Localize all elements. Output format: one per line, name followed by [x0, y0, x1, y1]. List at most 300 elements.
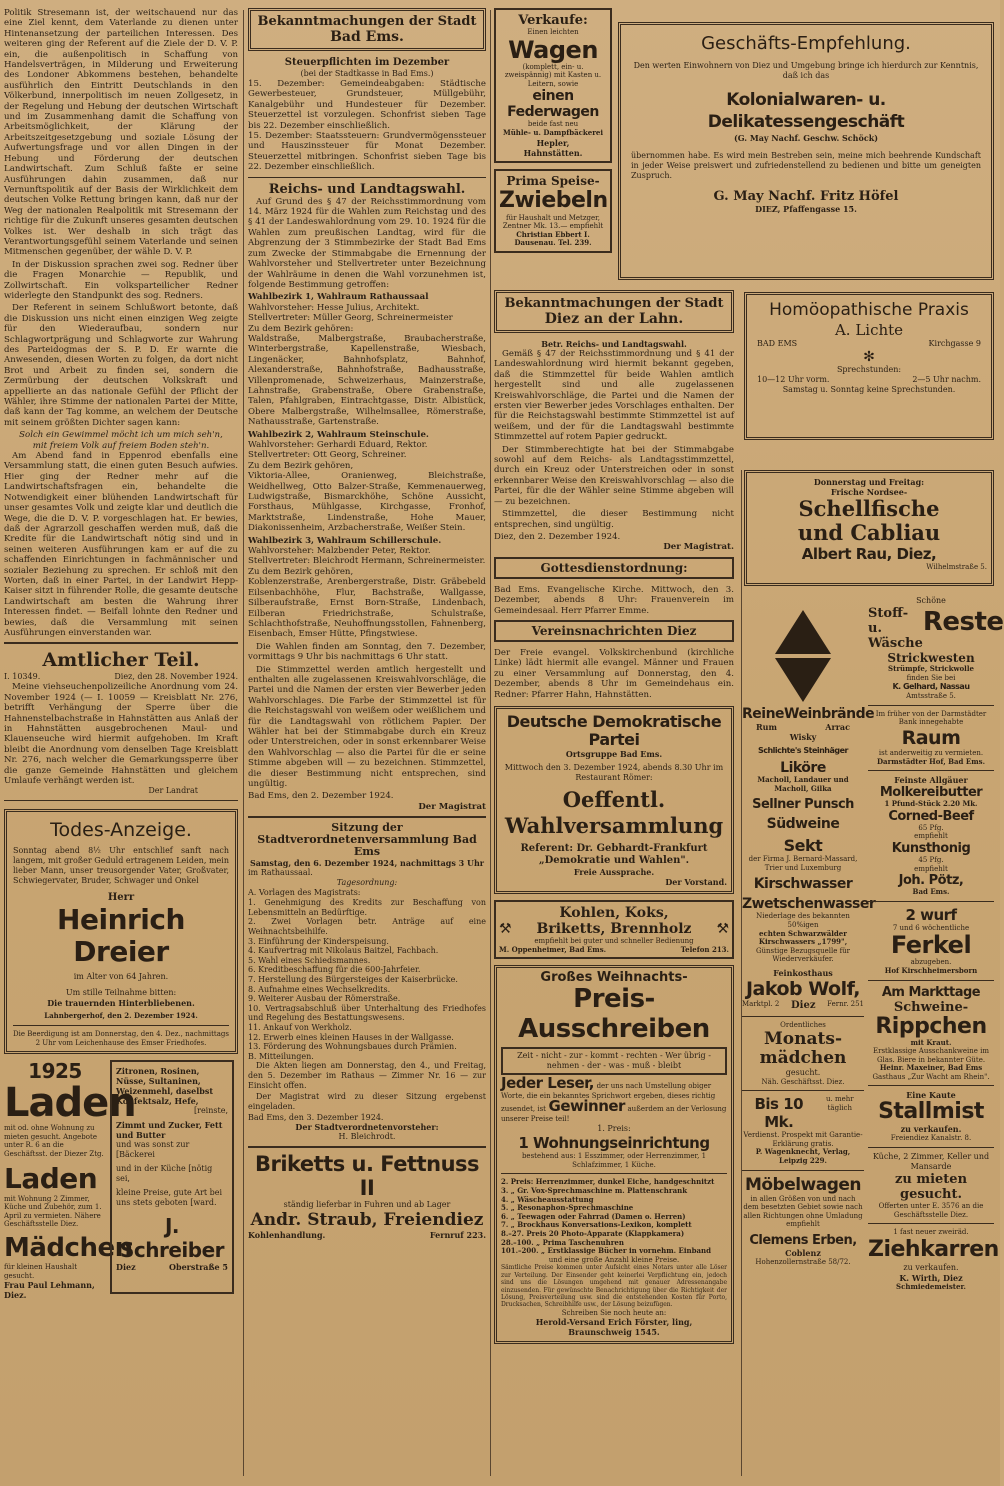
gottesdienst-title: Gottesdienstordnung: [494, 557, 734, 579]
bottom-ads [4, 1060, 238, 1300]
fisch-ad [744, 470, 994, 588]
sitzung-list [248, 898, 486, 1142]
column-rule [490, 10, 491, 1476]
homo-street: Kirchgasse 9 [928, 339, 981, 348]
amtlich-sign: Der Landrat [148, 786, 198, 796]
wisky: Wisky [789, 732, 817, 742]
strick: Strickwesten [887, 651, 975, 665]
suedweine: Südweine [766, 816, 840, 833]
preis-list-item: 101.–200. „ Erstklassige Bücher in vornehm. Einband [501, 1246, 712, 1256]
kunsthonig: Kunsthonig [891, 840, 971, 856]
column-2 [248, 8, 486, 1480]
sellner: Sellner Punsch [752, 797, 854, 813]
stoff-row [868, 606, 1004, 651]
kaute: Eine Kaute [906, 1090, 956, 1101]
homo-time3: Samstag u. Sonntag keine Sprechstunden. [782, 385, 956, 394]
molkereibutter: Molkereibutter [879, 785, 983, 801]
bezirk-streets: Koblenzerstraße, Arenbergerstraße, Distr. Gräbebeld Eilsenbachhöhe, Flur, Bachstraße, Wallgasse, Silberaufstraße, Ernst Born-Straße, Lindenbach, Eilberan Friedrichstraße, Schulstraße, Schlachthofstraße, Neuhoffnungsstollen, Fahnenberg, Eisenbach, Emser Hütte, Pfingstwiese. [248, 577, 486, 640]
offerten: Offerten unter E. 3576 an die Geschäftsstelle Diez. [878, 1202, 984, 1219]
gesch-box [618, 22, 994, 280]
article-paragraph: Der Referent in seinem Schlußwort betonte, daß die Diskussion uns nicht einen einzigen Weg zeigte für den Wiederaufbau, sondern nur Schlagwortprägung und Schlagworte zur Wahrung des Parteidogmas der S. P. D. Er warnte die Anwesenden, diesen Worten zu folgen, da dort nicht Brot und Arbeit zu finden sei, sondern die Zermürbung der deutschen Volkskraft und appellierte an das nationale Gefühl der Pflicht der Wähler, ihre Stimme der nationalen Partei der Mitte, daß kann der Tag komme, an welchem der Deutsche mit seinem größten Dichter sagen kann: [4, 303, 238, 428]
sitzung-item: 9. Weiterer Ausbau der Römerstraße. [248, 994, 401, 1004]
verkauf: zu verkaufen. [900, 1124, 962, 1135]
briketts-tel: Fernruf 223. [429, 1230, 486, 1241]
diez-text: Gemäß § 47 der Reichsstimmordnung und § 41 der Landeswahlordnung wird hiermit bekannt gegeben, daß die Stimmzettel für beide Wahlen amtlich hergestellt sind und alle zugelassenen Kreiswahlvorschläge, die Partei und die Namen der ersten vier Bewerber jedes Vorschlages enthalten. Der für die Reichstagswahl bestimmte Stimmzettel ist auf weißem, und der für die Landtagswahl bestimmte Stimmzettel auf rotem Papier gedruckt. [494, 349, 734, 443]
kirschwasser: Kirschwasser [753, 876, 853, 893]
homo-times [757, 375, 981, 385]
weinbrand: ReineWeinbrände [742, 706, 875, 722]
preis-leser-label: Jeder Leser, [501, 1074, 595, 1093]
steuer-title: Steuerpflichten im Dezember [284, 57, 450, 68]
kueche: Küche, 2 Zimmer, Keller und Mansarde [872, 1152, 990, 1172]
zwiebeln-place: Dausenau. Tel. 239. [514, 238, 592, 248]
crossed-hammers-icon: ⚒ [716, 920, 729, 937]
poem-line: Solch ein Gewimmel möcht ich um mich seh'n, [19, 430, 223, 441]
bezirk-streets: Waldstraße, Malbergstraße, Braubacherstraße, Winterbergstraße, Kapellenstraße, Wiesbach, Lingenäcker, Bahnhofsplatz, Bahnhof, Alexanderstraße, Bahnhofstraße, Badhausstraße, Villenpromenade, Schweizerhaus, Mainzerstraße, Lahnstraße, Grabenstraße, Obere Grabenstraße, Talen, Pfahlgraben, Eintrachtgasse, Distr. Albistück, Obere Malbergstraße, Wilhelmsallee, Römerstraße, Nathausstraße, Gartenstraße. [248, 333, 486, 428]
bezirk-streets: Viktoria-Allee, Oranienweg, Bleichstraße, Weidhellweg, Otto Balzer-Straße, Kemmenauerweg, Ludwigstraße, Bismarckhöhe, Schöne Aussicht, Forsthaus, Mühlgasse, Kirchgasse, Fronhof, Marktstraße, Lindenstraße, Hohe Mauer, Diakonissenheim, Arzbacherstraße, Weißer Stein. [248, 471, 486, 534]
todes-name: Heinrich Dreier [57, 903, 185, 969]
fisch-t1: Donnerstag und Freitag: [813, 477, 925, 487]
maedchen-sub: für kleinen Haushalt gesucht. [4, 1262, 78, 1280]
preisausschreiben-ad [494, 965, 734, 1344]
bek-diez-heading [494, 290, 734, 333]
amtlich-ref-row [4, 672, 238, 682]
gesch-title: Geschäfts-Empfehlung. [701, 33, 911, 54]
ddp-sign: Der Vorstand. [665, 876, 727, 887]
sitzung-item: 8. Aufnahme eines Wechselkredits. [248, 984, 391, 994]
todes-anzeige [4, 809, 238, 1054]
ausschank: Erstklassige Ausschankweine im Glas. Biere in bekannter Güte. [872, 1047, 989, 1064]
schweine: Schweine- [893, 999, 969, 1015]
todes-age: im Alter von 64 Jahren. [73, 972, 169, 982]
homo-time1: 10—12 Uhr vorm. [757, 375, 830, 384]
briketts-title: Briketts u. Fettnuss II [254, 1152, 480, 1201]
ddp-big: Oeffentl. Wahlversammlung [504, 786, 724, 838]
ddp-text: Mittwoch den 3. Dezember 1924, abends 8.30 Uhr im Restaurant Römer: [504, 762, 724, 782]
bis10: Bis 10 Mk. [754, 1095, 804, 1132]
kohlen-ad [494, 900, 734, 959]
wurf: 2 wurf [905, 905, 957, 924]
fisch-name: Albert Rau, Diez, [801, 545, 937, 563]
laden-title: Laden [4, 1080, 136, 1127]
schmiede: Schmiedemeister. [896, 1281, 966, 1291]
sitzung-item: 13. Förderung des Wohnungsbaues durch Prämien. [248, 1042, 457, 1052]
briketts-footer [248, 1230, 486, 1240]
preis-list-item: 6. „ Teewagen oder Fahrrad (Damen o. Herren) [501, 1211, 686, 1221]
ddp-free: Freie Aussprache. [573, 866, 655, 877]
sitzung-item: 4. Kaufvertrag mit Nikolaus Baitzel, Fachbach. [248, 946, 439, 956]
verein-title: Vereinsnachrichten Diez [494, 620, 734, 642]
zwiebeln-name: Christian Ebbert I. [516, 229, 590, 239]
verdienst: Verdienst. Prospekt mit Garantie-Erklärung gratis. [743, 1131, 863, 1148]
schreiber-items: Zitronen, Rosinen, Nüsse, Sultaninen, Weizenmehl, daselbst Konfektsalz, Hefe, [116, 1066, 214, 1107]
sitzung-datum: Bad Ems, den 3. Dezember 1924. [248, 1113, 384, 1123]
zwiebeln-desc: für Haushalt und Metzger, Zentner Mk. 13.— empfiehlt [502, 213, 604, 231]
sitzung-item: 10. Vertragsabschluß über Unterhaltung des Friedhofes und Regelung des Bestattungswesens. [248, 1003, 486, 1023]
wolf-addr [742, 1000, 864, 1012]
homo-address [757, 339, 981, 349]
preis-big: Preis-Ausschreiben [518, 984, 710, 1045]
diez-text: Stimmzettel, die dieser Bestimmung nicht entsprechen, sind ungültig. [494, 509, 734, 530]
stellvertreter: Stellvertreter: Bleichrodt Hermann, Schreinermeister. [248, 556, 486, 567]
zwiebeln-ad [494, 169, 612, 253]
fisch-box [744, 470, 994, 586]
steuer-sub: (bei der Stadtkasse in Bad Ems.) [300, 69, 434, 78]
wagenknecht: P. Wagenknecht, Verlag, Leipzig 229. [755, 1147, 851, 1165]
briketts-kohle: Kohlenhandlung. [248, 1230, 326, 1241]
preis-list-item: 5. „ Resonaphon-Sprechmaschine [501, 1203, 634, 1213]
sitzung-sign-name: H. Bleichrodt. [338, 1132, 396, 1142]
bezirk-gehoeren: Zu dem Bezirk gehören, [248, 460, 354, 471]
strumpfe: Strümpfe, Strickwolle [888, 664, 974, 673]
preis-list [501, 1178, 727, 1255]
wirth: K. Wirth, Diez [899, 1272, 963, 1283]
verkaufe-sub: Einen leichten [527, 28, 579, 36]
ddp-ref: Referent: Dr. Gebhardt-Frankfurt [520, 842, 708, 854]
wolf-name: Jakob Wolf, [745, 977, 861, 1000]
fisch-big1: Schellfische [798, 496, 940, 521]
laden-sub2: mit Wohnung 2 Zimmer, Küche und Zubehör, zum 1. April zu vermieten. Nähere Geschäftsstelle Diez. [4, 1194, 102, 1229]
preis-list-item: 7. „ Brockhaus Konversations-Lexikon, komplett [501, 1220, 692, 1230]
kohlen-title-row [499, 921, 729, 937]
laden-sub: mit od. ohne Wohnung zu mieten gesucht. Angebote unter R. 6 an die Geschäftsst. der Diezer Ztg. [4, 1124, 104, 1158]
verkaufe-firm: Mühle- u. Dampfbäckerei [502, 127, 604, 137]
amtlich-text: Meine viehseuchenpolizeiliche Anordnung vom 24. November 1924 (— I. 10059 — Kreisblatt Nr. 276, betrifft Verhängung der Sperre über die Hahnenstelbachstraße in Hahnstätten aus Anlaß der in Hahnstätten ausgebrochenen Maul- und Klauenseuche wird hiermit aufgehoben. Im Kraft bleibt die Anordnung vom denselben Tage Kreisblatt Nr. 276, nach welcher die Gemarkungssperre über die ganze Gemeinde Hahnstätten und gleichem Umlaufe verhängt werden ist. [4, 682, 238, 787]
laden-title2: Laden [4, 1161, 98, 1195]
schreiber-items: und was sonst zur [Bäckerei [116, 1140, 190, 1160]
wolf-fernr: Fernr. 251 [827, 999, 864, 1008]
abzugeben: abzugeben. [910, 958, 952, 967]
amts: Amtsstraße 5. [906, 692, 956, 701]
ordentl: Ordentliches [780, 1020, 826, 1029]
briketts-name: Andr. Straub, Freiendiez [250, 1210, 484, 1231]
kohlen-tel: Telefon 213. [680, 944, 729, 954]
gesch-empfehlung-ad [618, 22, 994, 286]
wahlvorsteher: Wahlvorsteher: Malzbender Peter, Rektor. [248, 546, 431, 557]
sitzung-title: Sitzung der Stadtverordnetenversammlung Bad Ems [257, 821, 477, 859]
wahl-paragraph: Die Stimmzettel werden amtlich hergestellt und enthalten alle zugelassenen Kreiswahlvorschläge, die Partei und die Namen der ersten vier Bewerber jeden Wahlvorschlages. Die Farbe der Stimmzettel ist für die Reichstagswahl von weißem oder weißlichem und für die Landtagswahl von rötlichem Papier. Der Wähler hat bei der Stimmabgabe durch ein Kreuz oder Unterstreichen, oder in sonst erkennbarer Weise den Wahlvorschlag — also die Partei für die er seine Stimme abgeben will — zu bezeichnen. Stimmzettel, die dieser Bestimmung nicht entsprechen, sind ungültig. [248, 664, 486, 789]
todes-funeral: Die Beerdigung ist am Donnerstag, den 4. Dez., nachmittags 2 Uhr vom Leichenhause des Emser Friedhofes. [13, 1030, 229, 1047]
koblenz: Coblenz [785, 1247, 821, 1258]
sitzung-item: 12. Erwerb eines kleinen Hauses in der Wallgasse. [248, 1032, 454, 1042]
ferkel: Ferkel [890, 931, 972, 960]
wahl-sign: Der Magistrat [418, 801, 486, 812]
kohlen-title: Kohlen, Koks, [559, 904, 669, 921]
wahlbezirk-3: Wahlbezirk 3, Wahlraum Schillerschule. [248, 535, 442, 546]
homo-box [744, 292, 994, 440]
sitzung-item: 7. Herstellung des Bürgersteiges der Kaiserbrücke. [248, 974, 458, 984]
ddp-topic: „Demokratie und Wahlen". [538, 854, 690, 866]
gesch-addr: DIEZ, Pfaffengasse 15. [755, 204, 857, 214]
zieh-verkauf: zu verkaufen. [903, 1262, 959, 1272]
todes-title: Todes-Anzeige. [50, 819, 192, 842]
preis-list-item: 28.–100. „ Prima Taschenuhren [501, 1237, 624, 1247]
sekt-text: der Firma J. Bernard-Massard, Trier und Luxemburg [748, 855, 858, 872]
preis-small: Sämtliche Preise kommen unter Aufsicht eines Notars unter alle Löser zur Verteilung. Der Einsender geht keinerlei Verpflichtung ein, jedoch sind uns die Lösungen umgehend mit genauer Adressenangabe einzusenden. Für gewünschte Benachrichtigung über die Richtigkeit der Lösung, Preisverteilung usw. sind die entstehenden Kosten für Porto, Drucksachen, Schreibhilfe usw., der Lösung beizufügen. [501, 1264, 727, 1309]
preis-send: Schreiben Sie noch heute an: [561, 1308, 667, 1317]
verkaufe-feder: einen Federwagen [507, 88, 599, 121]
verein-text: Der Freie evangel. Volkskirchenbund (kirchliche Linke) lädt hiermit alle evangel. Männer und Frauen zu einer Versammlung auf Donnerstag, den 4. Dezember, abends 8 Uhr im Gemeindehaus ein. Redner: Pfarrer Hahn, Hahnstätten. [494, 647, 734, 700]
briketts-sub: ständig lieferbar in Fuhren und ab Lager [283, 1200, 451, 1210]
preis-wohnung: 1 Wohnungseinrichtung [518, 1134, 710, 1153]
article-paragraph: In der Diskussion sprachen zwei sog. Redner über die Fragen Monarchie — Republik, und Zollwirtschaft. Ein volksparteilicher Redner widerlegte den Standpunkt des sog. Redners. [4, 259, 238, 301]
schreiber-items: und in der Küche [nötig sei, [116, 1164, 213, 1184]
article [4, 8, 238, 638]
todes-place: Lahnbergerhof, den 2. Dezember 1924. [44, 1011, 198, 1021]
guenstig: Günstige Bezugsquelle für Wiederverkäufer. [755, 946, 851, 964]
todes-text: Sonntag abend 8½ Uhr entschlief sanft nach langem, mit großer Geduld ertragenem Leiden, mein lieber Mann, unser treusorgender Vater, Großvater, Schwiegervater, Bruder, Schwager und Onkel [13, 846, 229, 886]
homo-city: BAD EMS [757, 339, 798, 348]
freiendiez: Freiendiez Kanalstr. 8. [890, 1134, 972, 1143]
preis-leser-text: der uns nach Umstellung obiger Worte, die ein bekanntes Sprichwort ergeben, dieses richtig zusendet, ist [501, 1082, 716, 1114]
ddp-ad [494, 706, 734, 894]
wahlbezirk-2: Wahlbezirk 2, Wahlraum Steinschule. [248, 429, 429, 440]
corned-beef: Corned-Beef [888, 808, 974, 824]
zu-mieten: zu mieten [894, 1172, 968, 1188]
preis-leser [501, 1074, 727, 1124]
steuer-item: 15. Dezember: Staatssteuern: Grundvermögenssteuer und Hauszinssteuer für Monat Dezember. Steuerzettel mitbringen. Schonfrist sieben Tage bis 22. Dezember einschließlich. [248, 131, 486, 173]
ddp-sub: Ortsgruppe Bad Ems. [565, 748, 663, 759]
zwetschenwasser: Zwetschenwasser [742, 896, 876, 913]
article-paragraph: Politik Stresemann ist, der weitschauend nur das eine Ziel kennt, dem Vaterlande zu dienen unter Hintenansetzung der parteilichen Interessen. Des weiteren ging der Referent auf die Ziele der D. V. P. ein, die außenpolitisch in Schaffung von Handelsverträgen, in Milderung und Erweiterung des Londoner Abkommens bestehen, behandelte ausführlich den Eintritt Deutschlands in den Völkerbund, innerpolitisch im neuen Zollgesetz, in der Regelung und Hebung der deutschen Wirtschaft und im Zusammenhang damit die Schaffung von Arbeitsmöglichkeit, der Klärung der Arbeitszeitgesetzgebung und soziale Lösung der Aufwertungsfrage und vor allen Dingen in der Hebung und Förderung der deutschen Landwirtschaft. Zum Schluß faßte er seine Ausführungen dahin zusammen, daß nur Vernunftspolitik auf der Basis der Wirklichkeit dem deutschen Volke Rettung bringen kann, daß nur der Weg der nationalen Realpolitik mit Stresemann der richtige für die Zukunft unseres gesamten deutschen Volkes ist. Wer deshalb in sich trägt das Verantwortungsgefühl seinem Vaterlande und seinen Mitmenschen gegenüber, der wähle D. V. P. [4, 8, 238, 258]
todes-request2: Die trauernden Hinterbliebenen. [47, 998, 195, 1009]
verkaufe-name: Hepler, [536, 137, 570, 148]
preis-firm: Herold-Versand Erich Förster, ling, [535, 1317, 693, 1328]
amtlich-date: Diez, den 28. November 1924. [114, 672, 238, 682]
preis-title: Großes Weihnachts- [540, 970, 688, 986]
schreiber-street: Oberstraße 5 [169, 1262, 228, 1273]
bek-ems-heading [248, 8, 486, 51]
ddp-title: Deutsche Demokratische Partei [506, 711, 722, 749]
feinkost: Feinkosthaus [773, 967, 833, 978]
verkaufe-title: Verkaufe: [518, 13, 588, 28]
col5 [868, 596, 1004, 1476]
empfiehlt2: empfiehlt [914, 864, 948, 873]
article-paragraph: Am Abend fand in Eppenrod ebenfalls eine Versammlung statt, die einen guten Besuch aufwies. Hier ging der Redner mehr auf die Landwirtschaftsfragen ein, behandelte die Notwendigkeit einer blühenden Landwirtschaft für unser gesamtes Volk und zeigte klar und deutlich die Wege, die die D. V. P. vorgeschlagen hat. Er bewies, daß der Agrarzoll geschaffen werden muß, daß die Kredite für die Landwirtschaft nötig sind und in seinen weiteren Ausführungen kam er auf die zu schaffenden Einrichtungen in fachmännischer und sozialer Beziehung zu sprechen. Er schloß mit den Worten, daß in einer Partei, in der Landwirt Hepp-Kaiser sitzt in führender Rolle, die gesamte deutsche Landwirtschaft am besten die Wahrung ihrer Interessen findet. — Beifall lohnte den Redner und bewies, daß die Versammlung mit seinen Ausführungen einverstanden war. [4, 451, 238, 638]
kohlen-footer [499, 946, 729, 955]
bek-diez-title: Bekanntmachungen der Stadt [504, 296, 724, 311]
wahl-paragraph: Die Wahlen finden am Sonntag, den 7. Dezember, vormittags 9 Uhr bis nachmittags 6 Uhr statt. [248, 641, 486, 663]
sitzung-item: 11. Ankauf von Werkholz. [248, 1022, 352, 1032]
raum-text: ist anderweitig zu vermieten. [878, 748, 984, 757]
niederlage: Niederlage des bekannten 50%igen [756, 912, 850, 929]
gesucht2: gesucht. [899, 1187, 963, 1203]
gesch-prev: (G. May Nachf. Geschw. Schöck) [733, 133, 879, 143]
monats: Monats- [763, 1028, 842, 1049]
schreiber-items: kleine Preise, gute Art bei uns stets geboten [ward. [116, 1188, 223, 1208]
fisch-t2: Frische Nordsee- [830, 487, 908, 497]
hof-kirsch: Hof Kirschheimersborn [884, 965, 978, 975]
preis-list-item: 2. Preis: Herrenzimmer, dunkel Eiche, handgeschnitzt [501, 1177, 715, 1187]
verkaufe-ad [494, 8, 612, 163]
wahl-title: Reichs- und Landtagswahl. [268, 181, 466, 197]
bek-ems-title2: Bad Ems. [330, 29, 404, 45]
verkaufe-wagen: Wagen [508, 35, 598, 64]
bek-ems-title: Bekanntmachungen der Stadt [257, 14, 477, 29]
maedchen-contact: Frau Paul Lehmann, Diez. [4, 1280, 95, 1301]
markttage: Am Markttage [881, 984, 981, 1000]
preis-city: Braunschweig 1545. [568, 1327, 660, 1338]
hohenzollern: Hohenzollernstraße 58/72. [755, 1257, 851, 1266]
homo-name: A. Lichte [834, 321, 904, 339]
preis-gewinner: Gewinner [548, 1097, 625, 1116]
diez-text: Der Stimmberechtigte hat bei der Stimmabgabe sowohl auf dem Reichs- als Landtagsstimmzettel, durch ein Kreuz oder Unterstreichen oder in sonst erkennbarer Weise den Kreiswahlvorschlag — also die Partei, für die der Wähler seine Stimme abgeben will — zu bezeichnen. [494, 444, 734, 507]
verkaufe-place: Hahnstätten. [523, 147, 583, 158]
poem-line: mit freiem Volk auf freiem Boden steh'n. [32, 440, 210, 451]
sitzung-text: Der Magistrat wird zu dieser Sitzung ergebenst eingeladen. [248, 1092, 486, 1111]
star-icon: ✻ [863, 349, 875, 365]
zwiebeln-big: Zwiebeln [499, 187, 608, 213]
raum: Raum [901, 726, 961, 749]
frueher: Im früher von der Darmstädter Bank innegehabte [875, 709, 987, 727]
stallmist: Stallmist [878, 1099, 984, 1125]
wahl-date: Bad Ems, den 2. Dezember 1924. [248, 791, 394, 802]
gesucht: gesucht. [785, 1067, 821, 1077]
diez-sign: Der Magistrat. [663, 542, 734, 553]
likoere: Liköre [780, 760, 826, 776]
laden-year: 1925 [28, 1059, 82, 1084]
bezirk-gehoeren: Zu dem Bezirk gehören, [248, 566, 354, 577]
schreiber-name: J. Schreiber [119, 1214, 225, 1263]
fisch-addr: Wilhelmstraße 5. [926, 563, 987, 571]
gesch-text: Den werten Einwohnern von Diez und Umgebung bringe ich hierdurch zur Kenntnis, daß ich das [633, 61, 979, 80]
maedchen-title: Mädchen [4, 1232, 133, 1263]
tagesordnung: Tagesordnung: [336, 878, 398, 888]
column-3-main [494, 290, 734, 1476]
schoene: Schöne [916, 596, 946, 605]
verkaufe-desc2: beide fast neu [527, 120, 579, 129]
column-1 [4, 8, 238, 1480]
gebhard: K. Gelhard, Nassau [892, 682, 970, 692]
schreiber-items: [reinste, [194, 1106, 228, 1116]
preis-1: 1. Preis: [597, 1124, 631, 1134]
poetz-place: Bad Ems. [912, 887, 950, 897]
crossed-hammers-icon: ⚒ [499, 920, 512, 937]
steuer-item: 15. Dezember: Gemeindeabgaben: Städtische Gewerbesteuer, Grundsteuer, Müllgebühr, Kanalgebühr und Hundesteuer für Dezember. Steuerzettel ist vorzulegen. Schonfrist sieben Tage bis 22. Dezember einschließlich. [248, 79, 486, 131]
pfund: 1 Pfund-Stück 2.20 Mk. [884, 799, 978, 809]
rippchen: Rippchen [875, 1013, 987, 1039]
sitzung-item: 6. Kreditbeschaffung für die 600-Jahrfeier. [248, 965, 421, 975]
rum-row [742, 722, 864, 732]
schreiber-place: Diez [116, 1262, 136, 1273]
echten: echten Schwarzwälder Kirschwassers „1799", [758, 928, 848, 947]
bis10b: u. mehr täglich [826, 1095, 854, 1112]
naeh: Näh. Geschäftsst. Diez. [761, 1077, 845, 1086]
preis-more: und eine große Anzahl kleine Preise. [548, 1255, 680, 1264]
preis-list-item: 4. „ Wäscheausstattung [501, 1194, 594, 1204]
arrac: Arrac [825, 722, 850, 732]
kraut: mit Kraut. [910, 1037, 952, 1047]
diez-betr: Betr. Reichs- und Landtagswahl. [541, 339, 687, 349]
sekt: Sekt [783, 836, 823, 856]
kohlen-title2: Briketts, Brennholz [536, 920, 692, 937]
stellvertreter: Stellvertreter: Ott Georg, Schreiner. [248, 450, 407, 461]
corned-price: 65 Pfg. [918, 823, 944, 832]
maedchen: mädchen [759, 1047, 847, 1068]
column-rule [243, 10, 244, 1476]
wahlbezirk-1: Wahlbezirk 1, Wahlraum Rathaussaal [248, 292, 429, 303]
ziehkarren: Ziehkarren [868, 1236, 999, 1262]
reste: Reste [922, 607, 1004, 637]
moebel-text: in allen Größen von und nach dem besetzten Gebiet sowie nach allen Richtungen ohne Umladung empfiehlt [743, 1194, 863, 1229]
moebelwagen: Möbelwagen [744, 1174, 862, 1195]
gasthaus: Gasthaus „Zur Wacht am Rhein". [872, 1072, 990, 1081]
bezirk-gehoeren: Zu dem Bezirk gehören: [248, 323, 354, 334]
wolf-diez: Diez [791, 999, 816, 1011]
gesch-name: G. May Nachf. Fritz Höfel [713, 189, 899, 204]
schreiber-addr-row [116, 1262, 228, 1272]
sitzung-item: 3. Einführung der Kinderspeisung. [248, 936, 389, 946]
steinhaeger: Schlichte's Steinhäger [757, 746, 848, 755]
wahlvorsteher: Wahlvorsteher: Hesse Julius, Architekt. [248, 302, 420, 313]
todes-request: Um stille Teilnahme bitten: [65, 988, 177, 998]
stoff: Stoff- u. [868, 606, 909, 636]
column-3-top [494, 8, 612, 304]
kunst-price: 45 Pfg. [918, 855, 944, 864]
allgaeuer: Feinste Allgäuer [894, 775, 968, 786]
preis-gewinner-text: außerdem an der Verlosung unserer Preise teil! [501, 1105, 727, 1124]
preis-list-item: 3. „ Gr. Vox-Sprechmaschine m. Plattenschrank [501, 1185, 688, 1195]
gottesdienst-text: Bad Ems. Evangelische Kirche. Mittwoch, den 3. Dezember, abends 8 Uhr: Frauenverein im Gemeindesaal. Herr Pfarrer Emme. [494, 584, 734, 616]
poetz: Joh. Pötz, [898, 873, 964, 889]
bis10-row [742, 1095, 864, 1131]
sitzung-item: 1. Genehmigung des Kredits zur Beschaffung von Lebensmitteln an Bedürftige. [248, 898, 486, 917]
bek-diez-title2: Diez an der Lahn. [544, 311, 684, 327]
preis-words: Zeit - nicht - zur - kommt - rechten - Wer übrig - nehmen - der - was - muß - bleibt [501, 1047, 727, 1075]
finden: finden Sie bei [906, 673, 956, 682]
macholl: Macholl, Landauer und Macholl, Gilka [757, 775, 849, 793]
pyramid-icon [773, 606, 833, 706]
vorlagen: A. Vorlagen des Magistrats: [248, 888, 361, 898]
zieh-text: 1 fast neuer zweiräd. [893, 1228, 969, 1237]
homoeopath-ad [744, 292, 994, 442]
gesch-text2: übernommen habe. Es wird mein Bestreben sein, meine mich beehrende Kundschaft in jeder Weise preiswert und zufriedenstellend zu bedienen und bitte um geneigten Zuspruch. [631, 151, 981, 180]
sitzung-date: Samstag, den 6. Dezember 1924, nachmittags 3 Uhr [249, 858, 485, 869]
kohlen-name: M. Oppenheimer, Bad Ems. [499, 944, 607, 954]
schreiber-ad [110, 1060, 234, 1294]
wahlvorsteher: Wahlvorsteher: Gerhardi Eduard, Rektor. [248, 440, 428, 450]
homo-sprech: Sprechstunden: [836, 365, 902, 374]
homo-title: Homöopathische Praxis [769, 300, 969, 320]
wolf-markt: Marktpl. 2 [742, 999, 780, 1008]
maxeiner: Heinr. Maxeiner, Bad Ems [879, 1063, 983, 1073]
kohlen-sub: empfiehlt bei guter und schneller Bedienung [534, 936, 694, 945]
stellvertreter: Stellvertreter: Müller Georg, Schreinermeister [248, 313, 453, 324]
sitzung-sign: Der Stadtverordnetenvorsteher: [295, 1121, 439, 1132]
rum: Rum [756, 722, 777, 732]
sitzung-item: 5. Wahl eines Schiedsmannes. [248, 955, 371, 965]
wahl-text: Auf Grund des § 47 der Reichsstimmordnung vom 14. März 1924 für die Wahlen zum Reichstag und des § 41 der Landeswahlordnung vom 29. 10. 1924 für die Wahlen zum preußischen Landtag, wird für die Abgrenzung der 3 Stimmbezirke der Stadt Bad Ems zum Zwecke der Stimmabgabe die Ernennung der Wahlvorsteher und Stellvertreter unter Bezeichnung der Wahlräume in denen die Wahl vorzunehmen ist, folgende Bestimmung getroffen: [248, 196, 486, 290]
verkaufe-desc: (komplett, ein- u. zweispännig) mit Kasten u. Leitern, sowie [504, 62, 602, 88]
mitteilungen: B. Mitteilungen. [248, 1051, 314, 1061]
wurf-text: 7 und 6 wöchentliche [892, 923, 970, 932]
homo-time2: 2—5 Uhr nachm. [912, 375, 981, 384]
fisch-big2: und Cabliau [797, 520, 941, 545]
sitzung-place: im Rathaussaal. [248, 868, 313, 878]
sitzung-text: Die Akten liegen am Donnerstag, den 4., und Freitag, den 5. Dezember im Rathaus — Zimmer Nr. 16 — zur Einsicht offen. [248, 1061, 486, 1090]
diez-date: Diez, den 2. Dezember 1924. [494, 531, 621, 542]
darmstaedter-hof: Darmstädter Hof, Bad Ems. [876, 756, 986, 766]
empfiehlt: empfiehlt [914, 832, 948, 841]
waesche: Wäsche [868, 636, 923, 651]
wolf-column [742, 596, 876, 1476]
schreiber-items: Zimmt und Zucker, Fett und Butter [116, 1120, 223, 1141]
preis-wohnung-text: bestehend aus: 1 Esszimmer, oder Herrenzimmer, 1 Schlafzimmer, 1 Küche. [521, 1152, 707, 1169]
laden-ad [4, 1059, 136, 1301]
gesch-big: Kolonialwaren- u. Delikatessengeschäft [707, 90, 905, 132]
erben: Clemens Erben, [749, 1232, 857, 1248]
zwiebeln-title: Prima Speise- [506, 173, 600, 188]
